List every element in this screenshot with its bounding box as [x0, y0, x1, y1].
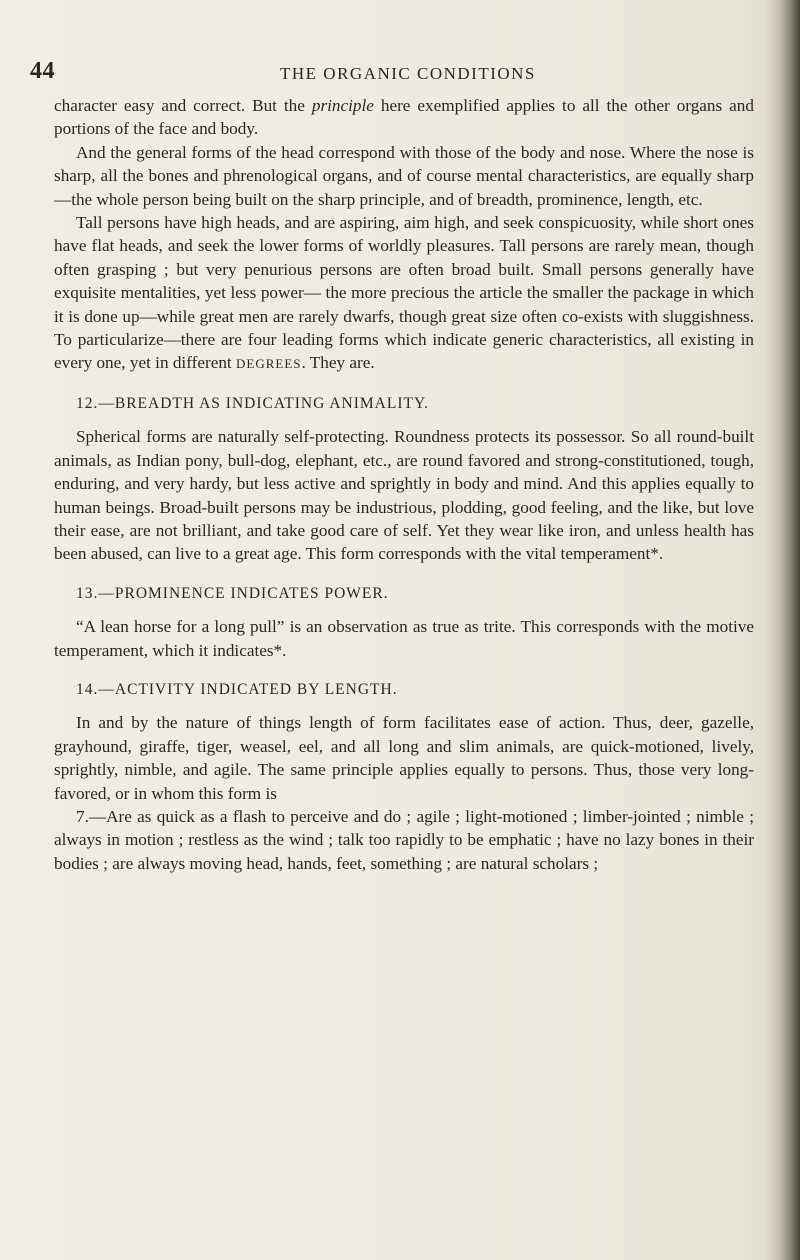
paragraph-1-text-b: here exemplified applies to all the other organs and portions of the face and body. [54, 96, 754, 139]
paragraph-3 [54, 211, 754, 376]
page-body [54, 94, 754, 875]
paragraph-3-text-b: . They are. [301, 353, 375, 373]
paragraph-3-text-a: Tall persons have high heads, and are aspiring, aim high, and seek conspicuosity, while short ones have flat heads, and seek the lower forms of worldly pleasures. Tall persons are rarely mean, though often grasping ; but very penurious persons are often broad built. Small persons generally have exquisite mentalities, yet less power— the more precious the article the smaller the package in which it is done up—while great men are rarely dwarfs, though great size often co-exists with sluggishness. To particularize—there are four leading forms which indicate generic characteristics, all existing in every one, yet in different [54, 213, 754, 373]
page-gutter-shadow [766, 0, 800, 1260]
page-number: 44 [30, 58, 55, 84]
smallcaps-degrees: DEGREES [236, 356, 302, 372]
section-13-heading: 13.—PROMINENCE INDICATES POWER. [76, 584, 389, 602]
paragraph-1 [54, 94, 754, 141]
emphasis-principle: principle [311, 96, 374, 115]
running-head [30, 58, 730, 88]
section-12-heading: 12.—BREADTH AS INDICATING ANIMALITY. [76, 394, 430, 412]
section-14-continuation: 7.—Are as quick as a flash to perceive and do ; agile ; light-motioned ; limber-jointed ; nimble ; always in motion ; restless as the wind ; talk too rapidly to be emphatic ; have no lazy bones in their bodies ; are always moving head, hands, feet, something ; are natural scholars ; [54, 806, 754, 873]
paragraph-2: And the general forms of the head correspond with those of the body and nose. Where the nose is sharp, all the bones and phrenological organs, and of course mental characteristics, are equally sharp —the whole person being built on the sharp principle, and of breadth, prominence, length, etc. [54, 142, 754, 209]
section-12-text: Spherical forms are naturally self-protecting. Roundness protects its possessor. So all round-built animals, as Indian pony, bull-dog, elephant, etc., are round favored and strong-constitutioned, tough, enduring, and very hardy, but less active and sprightly in body and mind. And this applies equally to human beings. Broad-built persons may be industrious, plodding, good feeling, and the like, but love their ease, are not brilliant, and take good care of self. Yet they wear like iron, and unless health has been abused, can live to a great age. This form corresponds with the vital temperament*. [54, 427, 754, 564]
section-14-heading: 14.—ACTIVITY INDICATED BY LENGTH. [76, 680, 398, 698]
paragraph-1-text-a: character easy and correct. But the [54, 96, 312, 115]
section-13-text: “A lean horse for a long pull” is an observation as true as trite. This corresponds with the motive temperament, which it indicates*. [54, 617, 754, 660]
section-14-text: In and by the nature of things length of form facilitates ease of action. Thus, deer, gazelle, grayhound, giraffe, tiger, weasel, eel, and all long and slim animals, are quick-motioned, lively, sprightly, nimble, and agile. The same principle applies equally to persons. Thus, those very long-favored, or in whom this form is [54, 713, 754, 803]
running-title: THE ORGANIC CONDITIONS [280, 64, 536, 83]
